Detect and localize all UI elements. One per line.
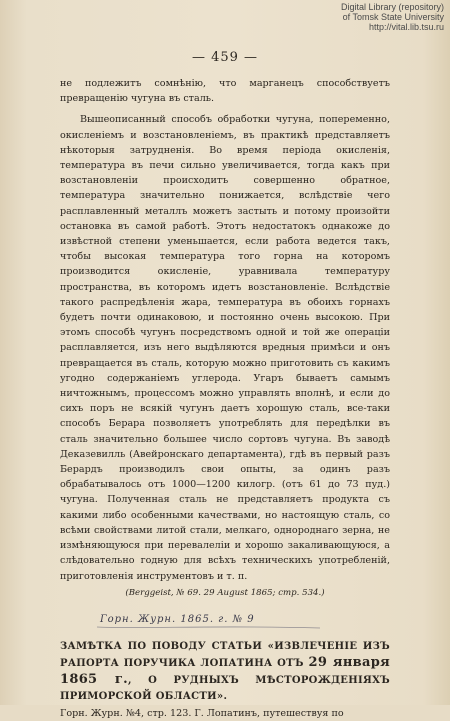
watermark-line-1: Digital Library (repository) (340, 2, 444, 12)
article-title (60, 639, 390, 705)
watermark-line-3: http://vital.lib.tsu.ru (368, 22, 444, 32)
article-body (60, 76, 390, 721)
title-date: 29 января 1865 г. (60, 654, 390, 687)
handwritten-annotation (60, 609, 390, 631)
title-part-a: ЗАМѢТКА ПО ПОВОДУ СТАТЬИ «ИЗВЛЕЧЕНІЕ ИЗЪ РАПОРТА ПОРУЧИКА ЛОПАТИНА ОТЪ (60, 640, 390, 669)
paragraph-1: не подлежитъ сомнѣнію, что марганецъ способствуетъ превращенію чугуна въ сталь. (60, 78, 390, 105)
closing-line: Горн. Журн. №4, стр. 123. Г. Лопатинъ, путешествуя по (60, 707, 344, 719)
title-part-b: , О РУДНЫХЪ МѢСТОРОЖДЕНІЯХЪ ПРИМОРСКОЙ ОБЛАСТИ». (60, 674, 390, 702)
watermark-line-2: of Tomsk State University (342, 12, 444, 22)
source-citation: (Berggeist, № 69. 29 August 1865; стр. 534.) (125, 587, 325, 598)
page-number: — 459 — (191, 50, 259, 65)
library-watermark (341, 2, 444, 32)
handwritten-note: Горн. Журн. 1865. г. № 9 (100, 613, 255, 625)
paragraph-2: Вышеописанный способъ обработки чугуна, попеременно, окисленіемъ и возстановленіемъ, въ практикѣ представляетъ нѣкоторыя затрудненія. Во время періода окисленія, температура въ печи сильно увеличивается, тогда какъ при возстановленіи происходитъ совершенно обратное, температура значительно понижается, вслѣдствіе чего расплавленный металлъ можетъ застыть и потому произойти остановка въ самой работѣ. Этотъ недостатокъ однакоже до извѣстной степени уменьшается, если работа ведется такъ, чтобы высокая температура того горна на которомъ производится окисленіе, уравнивала температуру пространства, въ которомъ идетъ возстановленіе. Вслѣдствіе такого распредѣленія жара, температура въ обоихъ горнахъ будетъ почти одинаковою, и постоянно очень высокою. При этомъ способѣ чугунъ посредствомъ одной и той же операціи расплавляется, изъ него выдѣляются вредныя примѣси и онъ превращается въ сталь, которую можно приготовить съ какимъ угодно содержаніемъ углерода. Угаръ бываетъ самымъ ничтожнымъ, процессомъ можно управлять вполнѣ, и если до сихъ поръ не всякій чугунъ даетъ хорошую сталь, все-таки способъ Берара позволяетъ употреблять для передѣлки въ сталь значительно большее число сортовъ чугуна. Въ заводѣ Деказевилль (Авейронскаго департамента), гдѣ въ первый разъ Берардъ производилъ свои опыты, за одинъ разъ обрабатывалось отъ 1000—1200 килогр. (отъ 61 до 73 пуд.) чугуна. Полученная сталь не представляетъ продукта съ какими либо особенными качествами, но настоящую сталь, со всѣми свойствами литой стали, мелкаго, однороднаго зерна, не измѣняющуюся при перевалеліи и хорошо закаливающуюся, а слѣдовательно годную для всѣхъ техническихъ употребленій, приготовленія инструментовъ и т. п. (60, 114, 390, 582)
